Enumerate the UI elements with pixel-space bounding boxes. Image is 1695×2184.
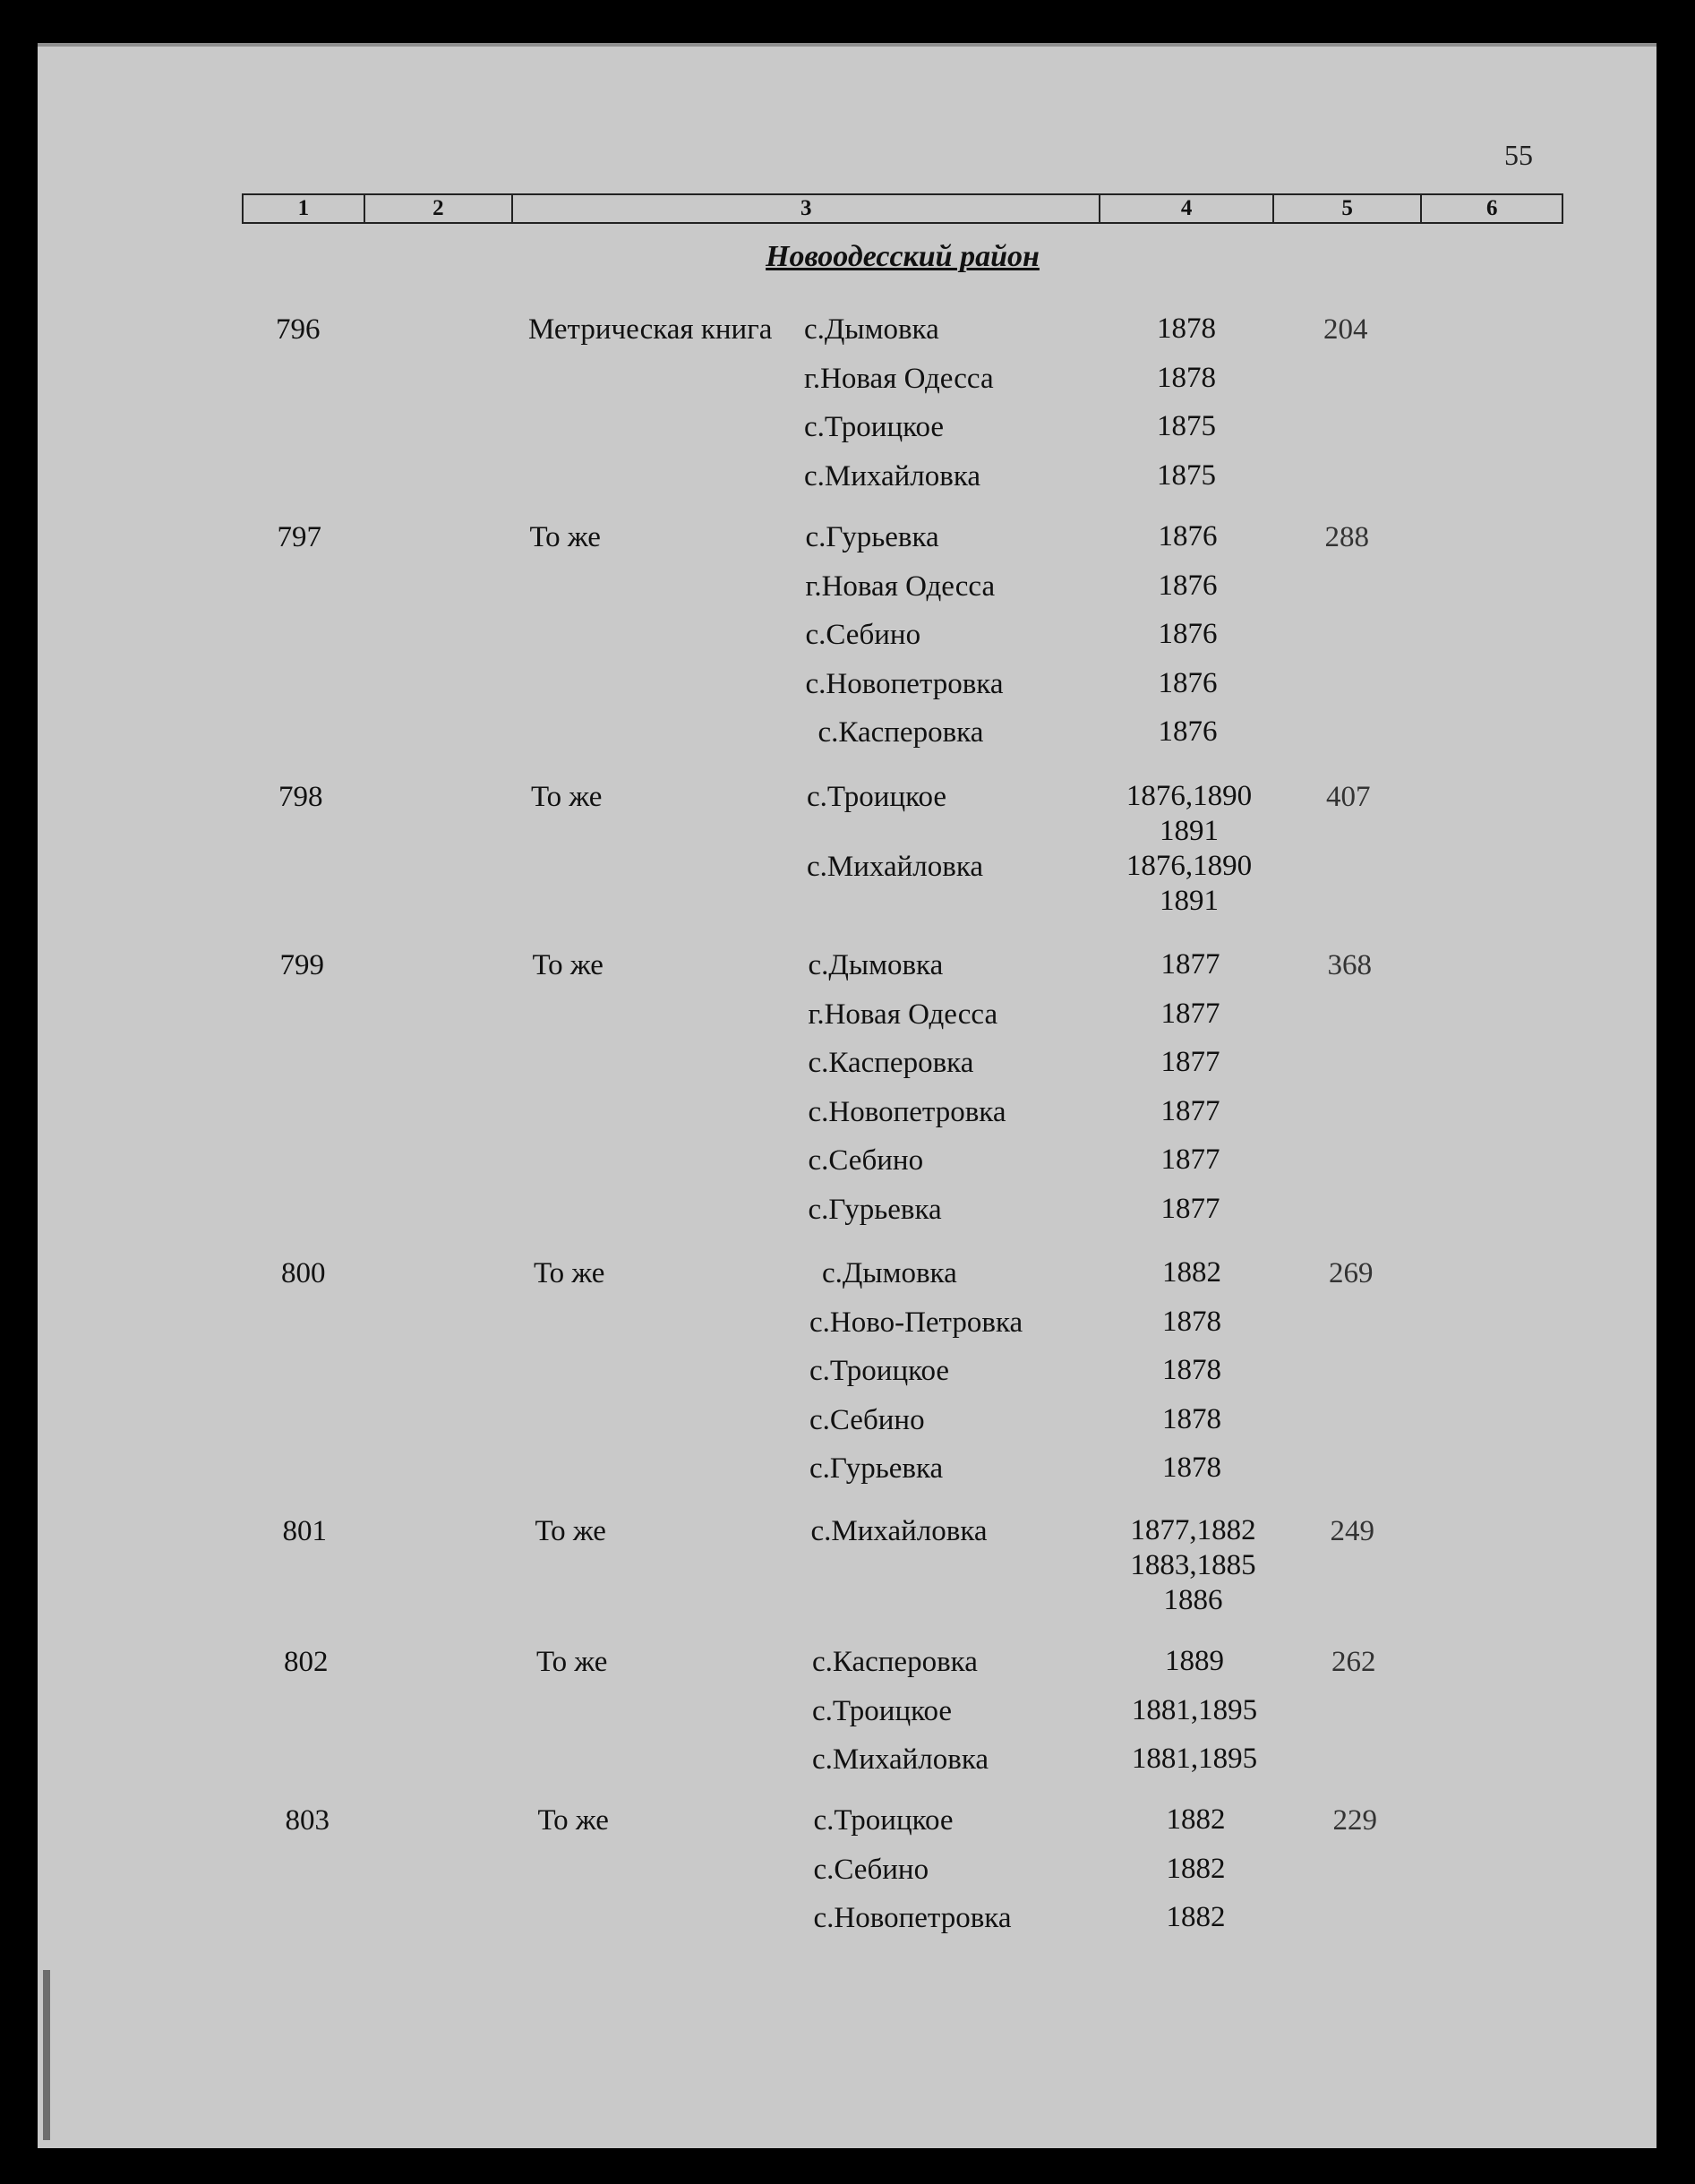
place-name: с.Касперовка [808,1047,974,1079]
place-years: 1878 [1162,1354,1221,1386]
entry-sheets: 407 [1326,781,1371,813]
entry-description: То же [535,1515,606,1547]
place-years: 1876 [1158,520,1218,552]
place-years: 1876,1890 [1126,850,1253,882]
place-years: 1889 [1165,1645,1224,1677]
place-name: с.Михайловка [804,459,981,492]
entry-description: То же [532,949,604,981]
place-years: 1876 [1158,618,1218,650]
place-years: 1876 [1158,569,1218,602]
place-name: с.Дымовка [808,949,944,981]
entry-number: 797 [277,521,321,553]
place-name: с.Себино [813,1853,929,1886]
place-name: г.Новая Одесса [805,570,996,603]
entry-sheets: 368 [1327,949,1372,981]
place-name: с.Ново-Петровка [809,1306,1023,1339]
place-years: 1878 [1157,313,1216,345]
column-header-5: 5 [1274,195,1423,222]
entry-description: То же [536,1646,608,1678]
place-years: 1883,1885 [1130,1549,1256,1581]
entry-sheets: 269 [1329,1257,1374,1289]
page-edge-shadow [43,1970,50,2140]
place-years: 1882 [1166,1901,1226,1933]
place-years: 1891 [1160,815,1219,847]
place-name: с.Дымовка [804,313,939,346]
place-years: 1878 [1162,1452,1221,1484]
place-years: 1876 [1158,715,1218,748]
place-name: с.Троицкое [813,1804,954,1837]
entry-sheets: 262 [1331,1646,1376,1678]
column-header-4: 4 [1100,195,1273,222]
entry-sheets: 288 [1324,521,1369,553]
entry-number: 800 [281,1257,326,1289]
entry-number: 803 [285,1804,330,1837]
place-years: 1877 [1160,997,1220,1030]
place-years: 1877 [1160,1192,1220,1225]
place-name: с.Новопетровка [808,1095,1006,1128]
place-years: 1877 [1160,1143,1220,1176]
entry-number: 799 [279,949,324,981]
place-name: с.Гурьевка [809,1452,944,1485]
place-name: с.Себино [805,619,921,651]
place-name: г.Новая Одесса [804,362,994,395]
column-header-1: 1 [244,195,365,222]
section-title: Новоодесский район [766,240,1040,273]
place-name: с.Михайловка [810,1515,988,1547]
entry-description: То же [537,1804,609,1837]
place-name: с.Троицкое [804,411,945,443]
place-name: г.Новая Одесса [808,998,998,1031]
place-name: с.Михайловка [807,851,984,883]
place-years: 1875 [1157,410,1216,442]
place-years: 1877,1882 [1130,1514,1256,1546]
place-years: 1882 [1162,1256,1221,1289]
place-name: с.Троицкое [812,1694,953,1727]
column-header-6: 6 [1485,196,1498,220]
entry-description: То же [531,781,603,813]
entry-sheets: 204 [1323,313,1368,346]
place-years: 1878 [1157,361,1216,394]
page-number: 55 [1504,139,1533,171]
entry-number: 796 [276,313,321,346]
entry-number: 798 [278,781,323,813]
entry-description: Метрическая книга [528,313,773,346]
place-name: с.Новопетровка [813,1902,1012,1934]
place-years: 1882 [1166,1852,1226,1885]
place-name: с.Гурьевка [808,1193,942,1226]
place-name: с.Себино [809,1403,925,1436]
entry-number: 801 [282,1515,327,1547]
entry-sheets: 229 [1332,1804,1377,1837]
place-years: 1891 [1160,885,1219,917]
entry-number: 802 [284,1646,329,1678]
entry-description: То же [534,1257,605,1289]
column-header-2: 2 [365,195,514,222]
place-years: 1877 [1160,1046,1220,1078]
entry-sheets: 249 [1330,1515,1374,1547]
place-years: 1878 [1162,1305,1221,1338]
place-name: с.Михайловка [812,1743,989,1776]
place-name: с.Новопетровка [805,667,1004,700]
place-name: с.Троицкое [807,781,947,813]
column-header-row [242,193,1563,224]
place-years: 1877 [1160,948,1220,981]
place-years: 1881,1895 [1131,1693,1258,1726]
entry-description: То же [529,521,601,553]
place-years: 1882 [1166,1803,1226,1836]
place-name: с.Дымовка [822,1257,957,1289]
column-header-3: 3 [513,195,1100,222]
place-name: с.Касперовка [812,1646,978,1678]
place-years: 1886 [1163,1584,1223,1616]
place-years: 1875 [1157,458,1216,492]
place-years: 1878 [1162,1402,1221,1435]
place-years: 1877 [1160,1094,1220,1127]
place-name: с.Касперовка [818,716,984,749]
place-name: с.Себино [808,1144,924,1177]
place-name: с.Троицкое [809,1355,950,1387]
place-years: 1876,1890 [1126,780,1253,812]
place-name: с.Гурьевка [805,521,939,553]
place-years: 1876 [1158,666,1218,699]
place-years: 1881,1895 [1131,1743,1258,1775]
